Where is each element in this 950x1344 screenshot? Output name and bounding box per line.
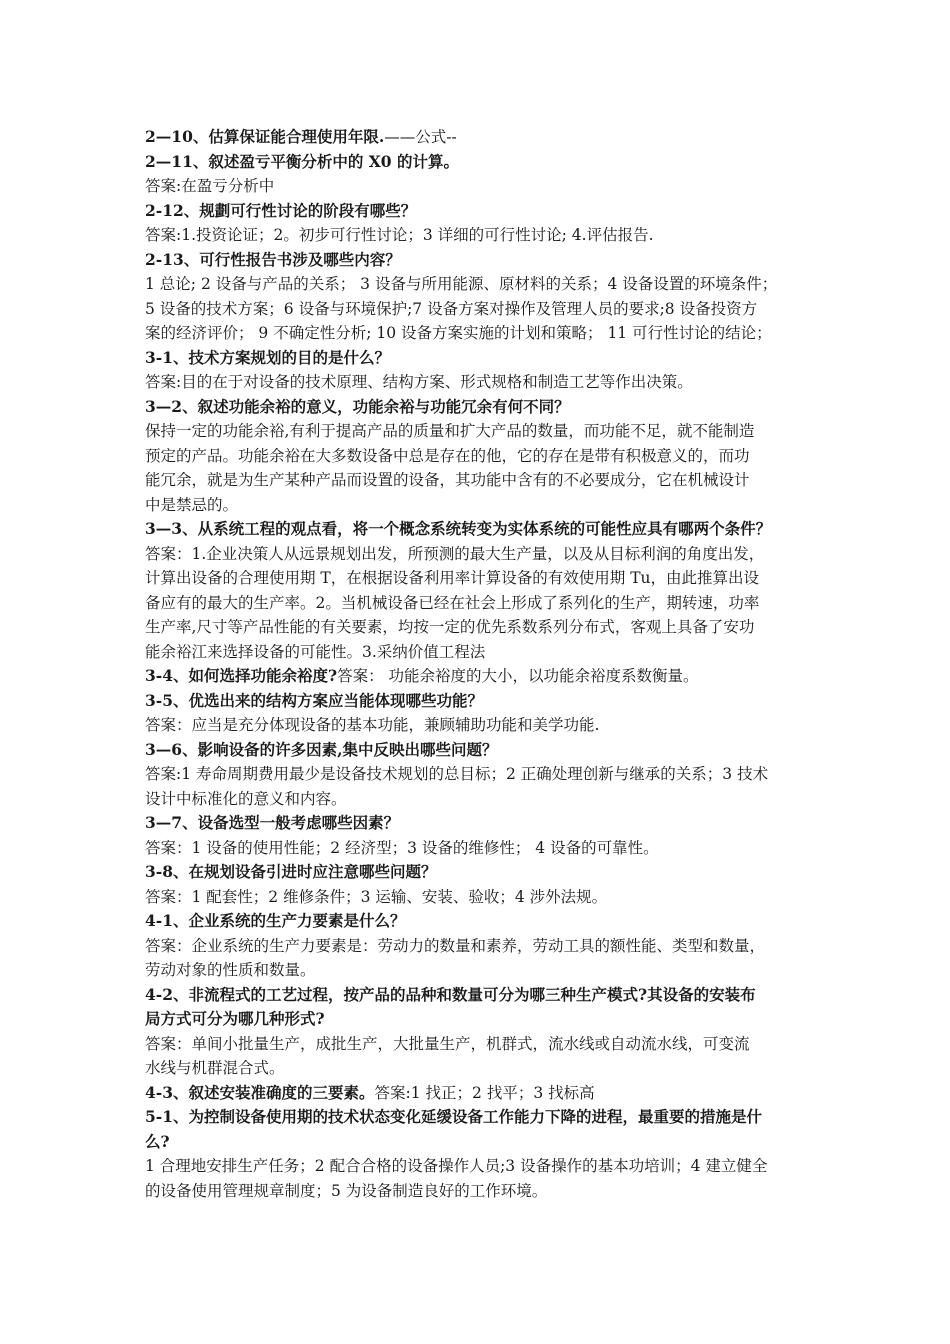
answer-text: 备应有的最大的生产率。2。当机械设备已经在社会上形成了系列化的生产，期转速，功率 (145, 593, 760, 612)
answer-text: 答案：应当是充分体现设备的基本功能，兼顾辅助功能和美学功能. (145, 716, 600, 734)
text-line (145, 517, 815, 542)
text-line (145, 1081, 815, 1106)
text-line (145, 1105, 815, 1130)
question-text: 么? (145, 1131, 170, 1151)
text-line (145, 640, 815, 665)
answer-text: 能冗余，就是为生产某种产品而设置的设备，其功能中含有的不必要成分，它在机械设计 (145, 471, 750, 489)
answer-text: 答案：企业系统的生产力要素是：劳动力的数量和素养，劳动工具的额性能、类型和数量， (145, 936, 766, 955)
text-line (145, 664, 815, 689)
text-line (145, 885, 815, 910)
question-text: 3-4、如何选择功能余裕度? (145, 666, 338, 685)
text-line (145, 223, 815, 248)
answer-text: 劳动对象的性质和数量。 (145, 961, 316, 979)
question-text: 2-13、可行性报告书涉及哪些内容？ (145, 249, 401, 269)
question-text: 4-2、非流程式的工艺过程，按产品的品种和数量可分为哪三种生产模式?其设备的安装布 (145, 984, 756, 1004)
answer-text: 水线与机群混合式。 (145, 1059, 285, 1077)
text-line (145, 738, 815, 763)
question-text: 2—11、叙述盈亏平衡分析中的 X0 的计算。 (145, 151, 459, 171)
answer-text: 保持一定的功能余裕,有利于提高产品的质量和扩大产品的数量，而功能不足，就不能制造 (145, 422, 755, 440)
text-line (145, 370, 815, 395)
text-line (145, 713, 815, 738)
text-line (145, 444, 815, 469)
text-line (145, 150, 815, 175)
text-line (145, 297, 815, 322)
answer-text: 5 设备的技术方案；6 设备与环境保护;7 设备方案对操作及管理人员的要求;8 设备投资方 (145, 299, 758, 318)
question-text: 4-3、叙述安装准确度的三要素。 (145, 1082, 375, 1102)
answer-text: 答案:1 找正；2 找平；3 找标高 (374, 1083, 595, 1102)
text-line (145, 983, 815, 1008)
question-text: 2-12、规劃可行性讨论的阶段有哪些？ (145, 200, 417, 220)
text-line (145, 542, 815, 567)
document-page (145, 125, 815, 1203)
text-line (145, 615, 815, 640)
text-line (145, 493, 815, 518)
text-line (145, 395, 815, 420)
question-text: 3-8、在规划设备引进时应注意哪些问题？ (145, 862, 437, 881)
question-text: 2—10、估算保证能合理使用年限. (145, 127, 385, 146)
answer-text: 设计中标准化的意义和内容。 (145, 789, 347, 808)
question-text: 局方式可分为哪几种形式? (145, 1009, 325, 1028)
answer-text: 答案:1.投资论证；2。初步可行性讨论；3 详细的可行性讨论; 4.评估报告. (145, 226, 654, 244)
text-line (145, 591, 815, 616)
text-line (145, 1032, 815, 1057)
text-line (145, 1179, 815, 1204)
text-line (145, 125, 815, 150)
text-line (145, 934, 815, 959)
answer-text: 能余裕江来选择设备的可能性。3.采纳价值工程法 (145, 642, 486, 661)
text-line (145, 321, 815, 346)
answer-text: 答案： 功能余裕度的大小，以功能余裕度系数衡量。 (337, 667, 699, 685)
question-text: 5-1、为控制设备使用期的技术状态变化延缓设备工作能力下降的进程，最重要的措施是什 (145, 1107, 763, 1126)
text-line (145, 689, 815, 714)
question-text: 3—2、叙述功能余裕的意义，功能余裕与功能冗余有何不同？ (145, 396, 570, 416)
answer-text: 中是禁忌的。 (145, 495, 239, 514)
question-text: 3—3、从系统工程的观点看，将一个概念系统转变为实体系统的可能性应具有哪两个条件？ (145, 519, 772, 538)
text-line (145, 787, 815, 812)
answer-text: 预定的产品。功能余裕在大多数设备中总是存在的他，它的存在是带有积极意义的，而功 (145, 446, 750, 465)
text-line (145, 860, 815, 885)
text-line (145, 174, 815, 199)
text-line (145, 346, 815, 371)
answer-text: 1 总论; 2 设备与产品的关系； 3 设备与所用能源、原材料的关系；4 设备设置的环境条件； (145, 275, 778, 293)
text-line (145, 1154, 815, 1179)
text-line (145, 419, 815, 444)
answer-text: 答案:在盈亏分析中 (145, 177, 275, 195)
answer-text: 1 合理地安排生产任务；2 配合合格的设备操作人员;3 设备操作的基本功培训；4 建立健全 (145, 1157, 768, 1175)
question-text: 4-1、企业系统的生产力要素是什么？ (145, 911, 406, 930)
text-line (145, 1056, 815, 1081)
answer-text: 答案：1 配套性；2 维修条件；3 运输、安装、验收；4 涉外法规。 (145, 887, 608, 906)
answer-text: 答案：单间小批量生产，成批生产，大批量生产，机群式，流水线或自动流水线，可变流 (145, 1034, 750, 1053)
text-line (145, 762, 815, 787)
text-line (145, 272, 815, 297)
answer-text: 答案:1 寿命周期费用最少是设备技术规划的总目标；2 正确处理创新与继承的关系；3 技术 (145, 765, 769, 783)
text-line (145, 566, 815, 591)
text-line (145, 958, 815, 983)
answer-text: 答案：1.企业决策人从远景规划出发，所预测的最大生产量，以及从目标利润的角度出发， (145, 544, 765, 563)
question-text: 3—6、影响设备的许多因素,集中反映出哪些问题？ (145, 739, 498, 759)
text-line (145, 248, 815, 273)
answer-text: 案的经济评价； 9 不确定性分析; 10 设备方案实施的计划和策略； 11 可行性讨论的结论； (145, 324, 772, 342)
answer-text: 生产率,尺寸等产品性能的有关要素，均按一定的优先系数系列分布式，客观上具备了安功 (145, 618, 755, 636)
answer-text: 答案:目的在于对设备的技术原理、结构方案、形式规格和制造工艺等作出决策。 (145, 373, 693, 391)
question-text: 3-1、技术方案规划的目的是什么？ (145, 347, 391, 367)
answer-text: 答案：1 设备的使用性能；2 经济型；3 设备的维修性； 4 设备的可靠性。 (145, 838, 659, 857)
answer-text: 的设备使用管理规章制度；5 为设备制造良好的工作环境。 (145, 1181, 548, 1200)
text-line (145, 909, 815, 934)
answer-text: 计算出设备的合理使用期 T，在根据设备利用率计算设备的有效使用期 Tu，由此推算出设 (145, 569, 760, 587)
text-line (145, 199, 815, 224)
question-text: 3—7、设备选型一般考虑哪些因素？ (145, 813, 400, 832)
text-line (145, 811, 815, 836)
answer-text: ——公式-- (384, 128, 457, 146)
text-line (145, 1130, 815, 1155)
text-line (145, 836, 815, 861)
text-line (145, 468, 815, 493)
question-text: 3-5、优选出来的结构方案应当能体现哪些功能？ (145, 690, 484, 710)
text-line (145, 1007, 815, 1032)
